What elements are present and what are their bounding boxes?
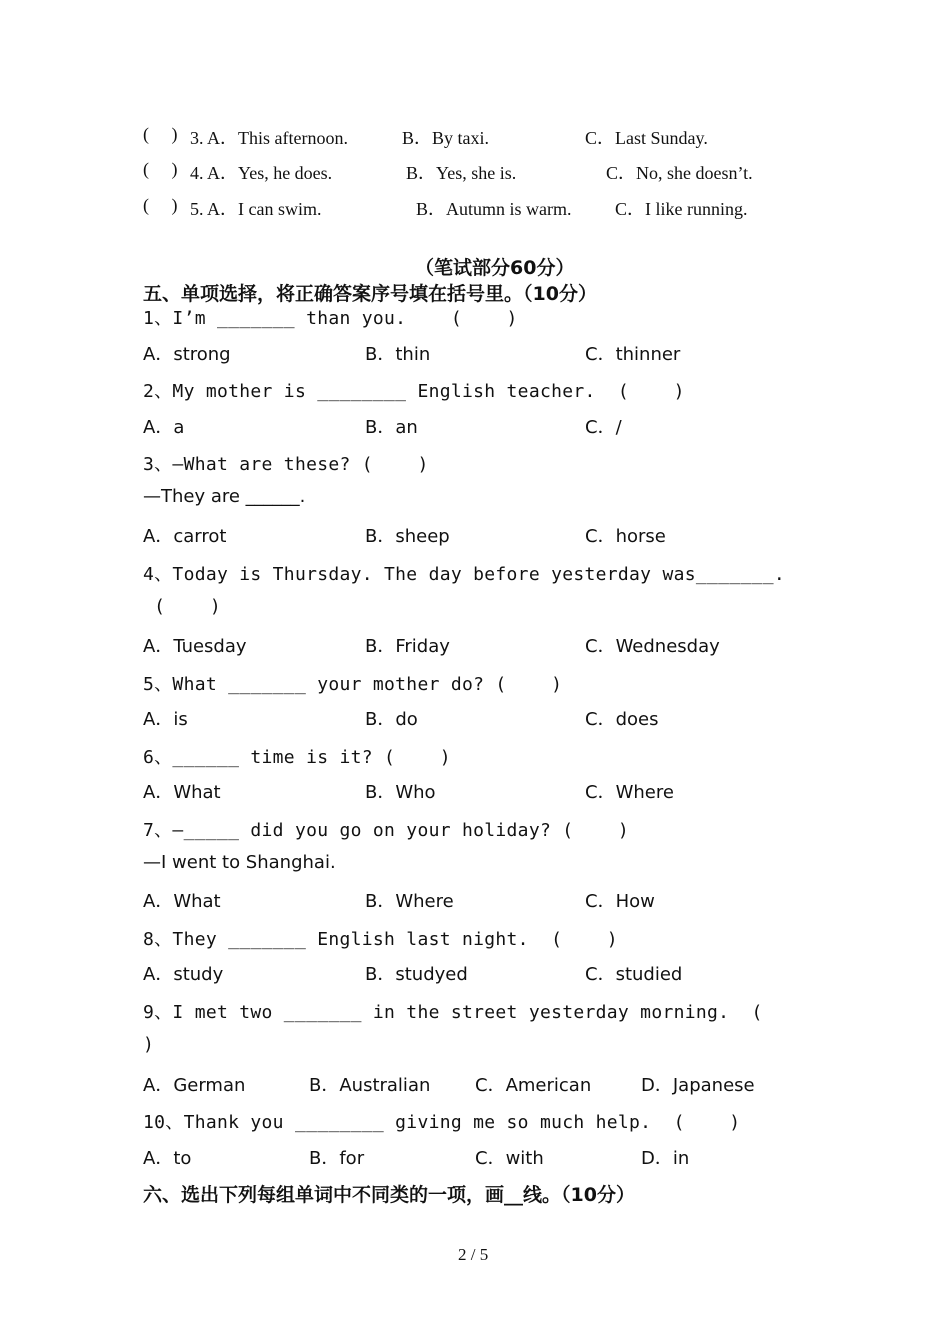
option-c: C．Last Sunday.: [585, 128, 708, 148]
q6-option-b[interactable]: B．Who: [365, 782, 436, 803]
q4-option-c[interactable]: C．Wednesday: [585, 636, 720, 657]
question-4-bracket[interactable]: ( ): [143, 596, 221, 617]
q10-option-d[interactable]: D．in: [641, 1148, 690, 1169]
q10-option-b[interactable]: B．for: [309, 1148, 365, 1169]
q7-option-c[interactable]: C．How: [585, 891, 655, 912]
written-part-title: （笔试部分60分）: [415, 257, 575, 279]
question-7-reply: —I went to Shanghai.: [143, 852, 336, 873]
q1-option-b[interactable]: B．thin: [365, 344, 431, 365]
q7-option-a[interactable]: A．What: [143, 891, 221, 912]
q9-option-b[interactable]: B．Australian: [309, 1075, 431, 1096]
q6-option-a[interactable]: A．What: [143, 782, 221, 803]
q6-option-c[interactable]: C．Where: [585, 782, 674, 803]
q7-option-b[interactable]: B．Where: [365, 891, 454, 912]
question-8-stem: 8、They _______ English last night. ( ): [143, 929, 618, 950]
question-3-stem: 3、—What are these? ( ): [143, 454, 429, 475]
q3-option-a[interactable]: A．carrot: [143, 526, 227, 547]
q2-option-b[interactable]: B．an: [365, 417, 418, 438]
section-6-heading: 六、选出下列每组单词中不同类的一项，画__线。（10分）: [143, 1184, 635, 1206]
option-a: 3. A．This afternoon.: [190, 128, 348, 148]
question-6-stem: 6、______ time is it? ( ): [143, 747, 451, 768]
question-3-reply: —They are ______.: [143, 486, 306, 507]
answer-bracket[interactable]: ( ): [143, 124, 178, 144]
q5-option-c[interactable]: C．does: [585, 709, 659, 730]
q1-option-a[interactable]: A．strong: [143, 344, 231, 365]
option-a: 4. A．Yes, he does.: [190, 163, 333, 183]
option-b: B．Autumn is warm.: [416, 199, 572, 219]
q8-option-b[interactable]: B．studyed: [365, 964, 468, 985]
q8-option-a[interactable]: A．study: [143, 964, 224, 985]
q10-option-c[interactable]: C．with: [475, 1148, 544, 1169]
q3-option-b[interactable]: B．sheep: [365, 526, 450, 547]
option-c: C．I like running.: [615, 199, 748, 219]
question-10-stem: 10、Thank you ________ giving me so much help. ( ): [143, 1112, 741, 1133]
q5-option-a[interactable]: A．is: [143, 709, 188, 730]
question-5-stem: 5、What _______ your mother do? ( ): [143, 674, 563, 695]
q2-option-c[interactable]: C．/: [585, 417, 622, 438]
q9-option-c[interactable]: C．American: [475, 1075, 592, 1096]
section-5-heading: 五、单项选择，将正确答案序号填在括号里。（10分）: [143, 283, 597, 305]
answer-bracket[interactable]: ( ): [143, 159, 178, 179]
option-a: 5. A．I can swim.: [190, 199, 322, 219]
page-number: 2 / 5: [458, 1245, 489, 1264]
option-c: C．No, she doesn’t.: [606, 163, 753, 183]
question-9-stem: 9、I met two _______ in the street yesterday morning. (: [143, 1002, 763, 1023]
q9-option-d[interactable]: D．Japanese: [641, 1075, 755, 1096]
q1-option-c[interactable]: C．thinner: [585, 344, 681, 365]
answer-bracket[interactable]: ( ): [143, 195, 178, 215]
q8-option-c[interactable]: C．studied: [585, 964, 683, 985]
question-4-stem: 4、Today is Thursday. The day before yesterday was_______.: [143, 564, 785, 585]
q4-option-a[interactable]: A．Tuesday: [143, 636, 247, 657]
question-7-stem: 7、—_____ did you go on your holiday? ( ): [143, 820, 630, 841]
question-2-stem: 2、My mother is ________ English teacher. ( ): [143, 381, 685, 402]
option-b: B．Yes, she is.: [406, 163, 517, 183]
question-9-bracket[interactable]: ): [143, 1034, 155, 1055]
option-b: B．By taxi.: [402, 128, 490, 148]
q4-option-b[interactable]: B．Friday: [365, 636, 450, 657]
q2-option-a[interactable]: A．a: [143, 417, 185, 438]
q3-option-c[interactable]: C．horse: [585, 526, 666, 547]
question-1-stem: 1、I’m _______ than you. ( ): [143, 308, 518, 329]
q10-option-a[interactable]: A．to: [143, 1148, 192, 1169]
q9-option-a[interactable]: A．German: [143, 1075, 246, 1096]
q5-option-b[interactable]: B．do: [365, 709, 418, 730]
